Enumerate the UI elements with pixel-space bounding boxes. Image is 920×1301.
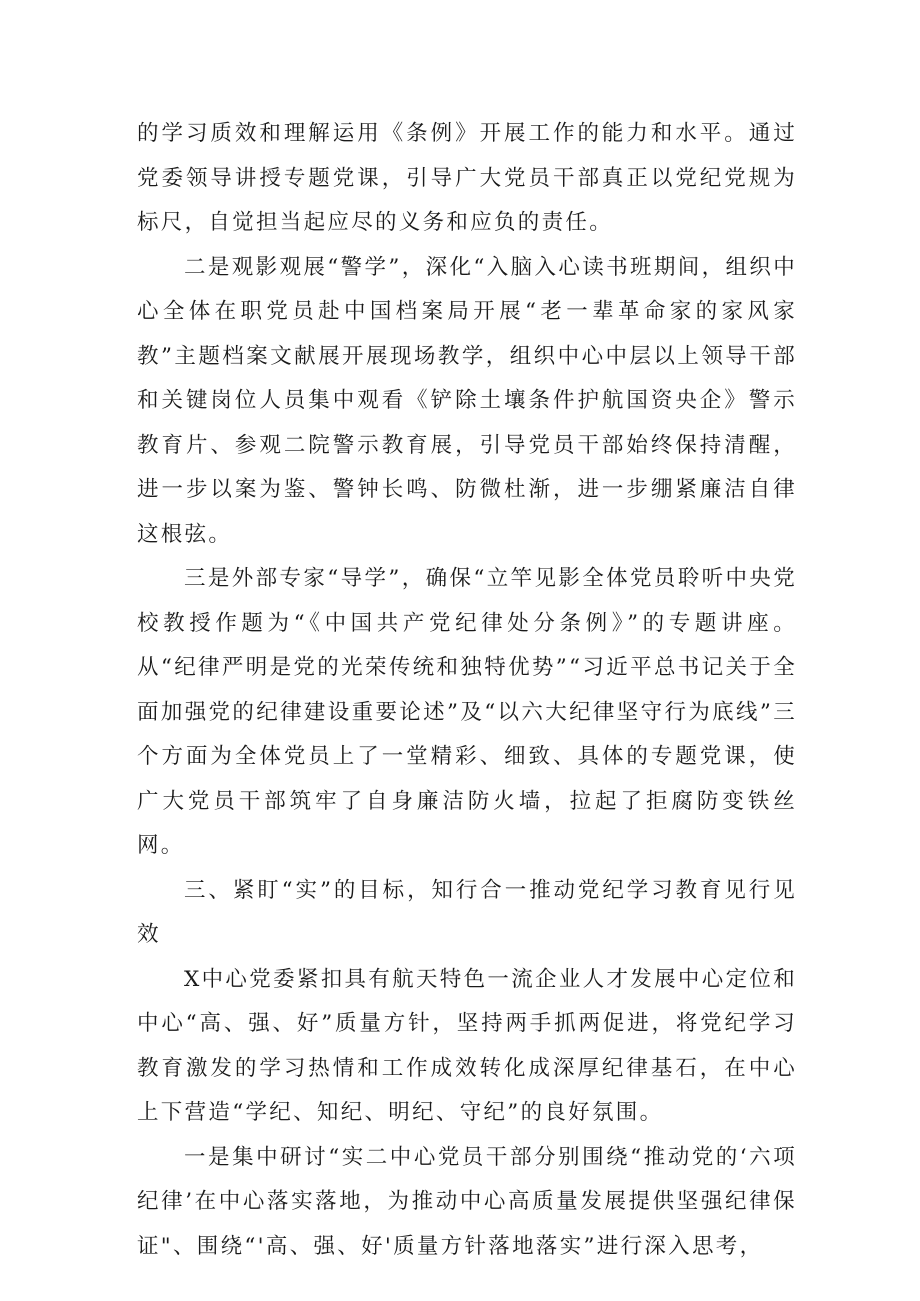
paragraph-3: 三是外部专家“导学”，确保“立竿见影全体党员聆听中央党校教授作题为“《中国共产党纪律处分条例》”的专题讲座。从“纪律严明是党的光荣传统和独特优势”“习近平总书记关于全面加强党的纪律建设重要论述”及“以六大纪律坚守行为底线”三个方面为全体党员上了一堂精彩、细致、具体的专题党课，使广大党员干部筑牢了自身廉洁防火墙，拉起了拒腐防变铁丝网。 [137,566,797,858]
paragraph-5: X中心党委紧扣具有航天特色一流企业人才发展中心定位和中心“高、强、好”质量方针，坚持两手抓两促进，将党纪学习教育激发的学习热情和工作成效转化成深厚纪律基石，在中心上下营造“学纪、知纪、明纪、守纪”的良好氛围。 [137,966,797,1125]
document-body [137,112,797,1269]
paragraph-6: 一是集中研讨“实二中心党员干部分别围绕“推动党的‘六项纪律’在中心落实落地，为推动中心高质量发展提供坚强纪律保证"、围绕“'高、强、好'质量方针落地落实”进行深入思考， [137,1144,797,1259]
paragraph-1: 的学习质效和理解运用《条例》开展工作的能力和水平。通过党委领导讲授专题党课，引导广大党员干部真正以党纪党规为标尺，自觉担当起应尽的义务和应负的责任。 [137,121,797,235]
paragraph-2: 二是观影观展“警学”，深化“入脑入心读书班期间，组织中心全体在职党员赴中国档案局开展“老一辈革命家的家风家教”主题档案文献展开展现场教学，组织中心中层以上领导干部和关键岗位人员集中观看《铲除土壤条件护航国资央企》警示教育片、参观二院警示教育展，引导党员干部始终保持清醒，进一步以案为鉴、警钟长鸣、防微杜渐，进一步绷紧廉洁自律这根弦。 [137,254,797,547]
section-heading-3: 三、紧盯“实”的目标，知行合一推动党纪学习教育见行见效 [137,877,797,947]
